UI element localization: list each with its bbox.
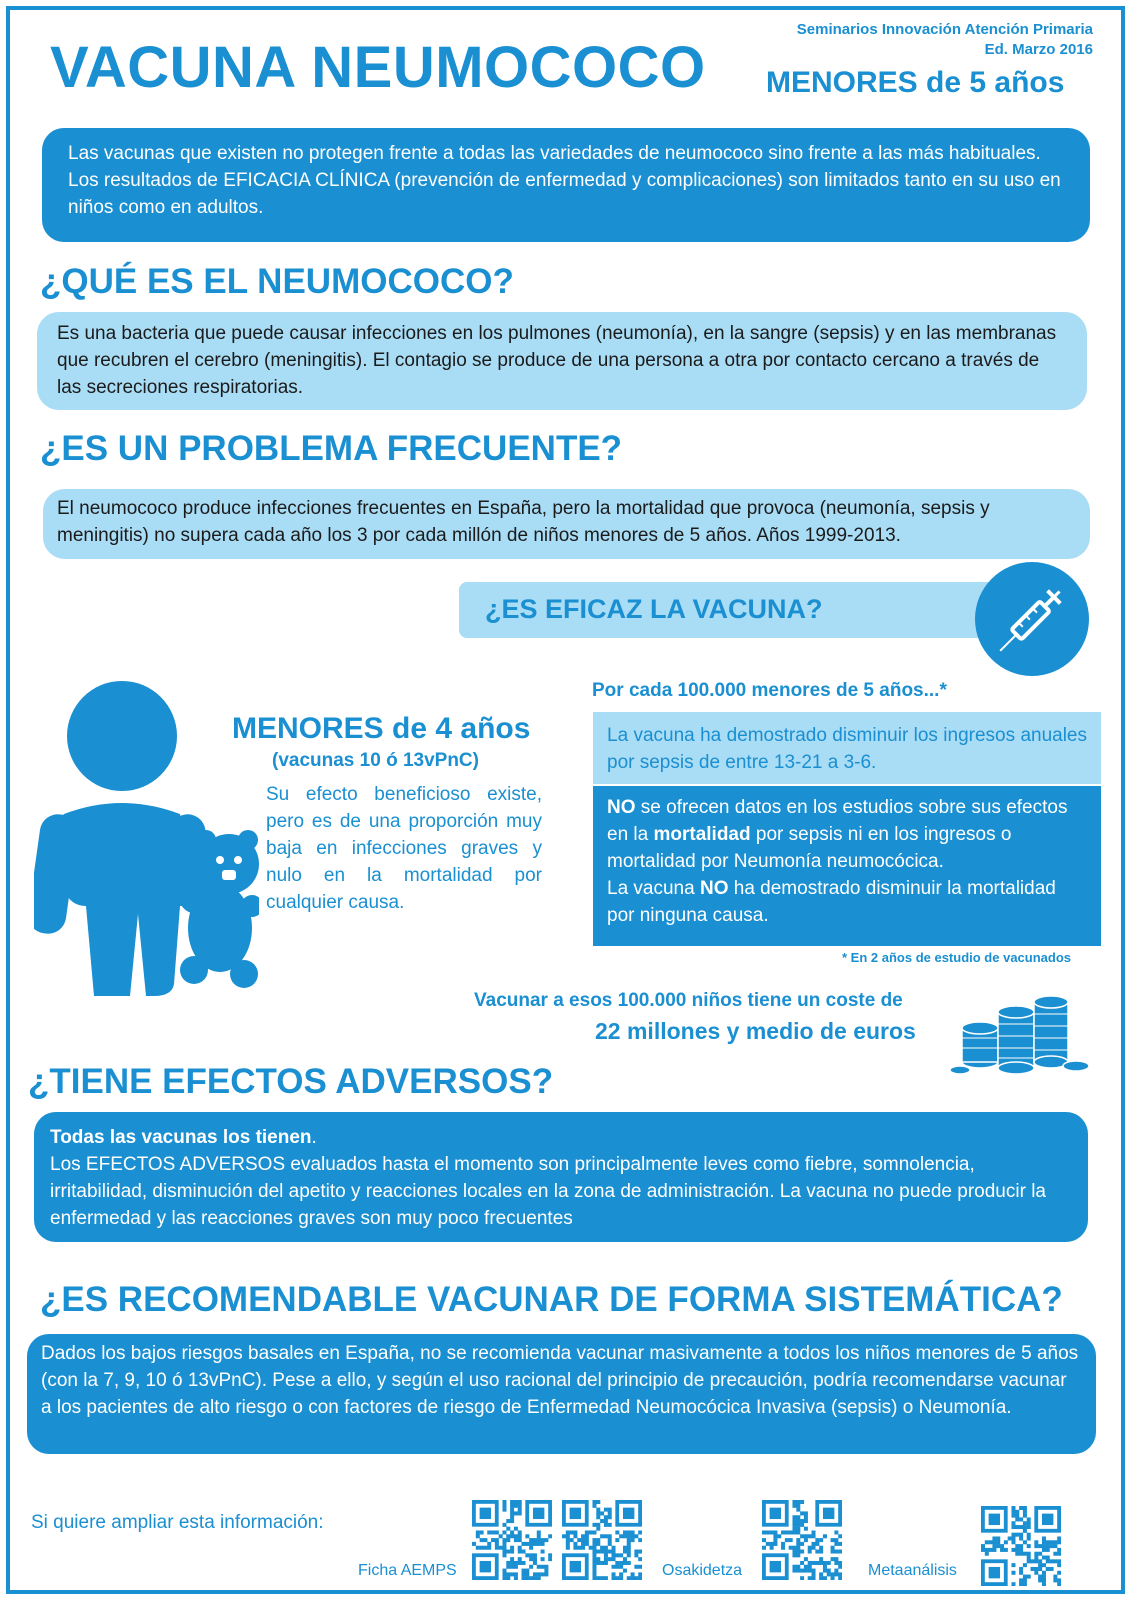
heading-problema: ¿ES UN PROBLEMA FRECUENTE? <box>40 429 623 468</box>
intro-text: Las vacunas que existen no protegen frente a todas las variedades de neumococo sino frente a las más habituales. Los resultados de EFICACIA CLÍNICA (prevención de enfermedad y complicaciones) son limitados tanto en su uso en niños como en adultos. <box>68 143 1061 218</box>
menores4-subtitle: (vacunas 10 ó 13vPnC) <box>272 750 479 771</box>
cost-line-2: 22 millones y medio de euros <box>595 1018 916 1044</box>
menores4-title: MENORES de 4 años <box>232 712 531 745</box>
heading-recomendable: ¿ES RECOMENDABLE VACUNAR DE FORMA SISTEMÁTICA? <box>40 1280 1063 1319</box>
mortalidad-emphasis: mortalidad <box>653 824 751 845</box>
seminar-line-2: Ed. Marzo 2016 <box>984 41 1093 58</box>
qr-label-metaanalisis[interactable]: Metaanálisis <box>868 1562 957 1579</box>
heading-eficaz: ¿ES EFICAZ LA VACUNA? <box>485 594 823 624</box>
qr-code-icon-3[interactable] <box>762 1500 842 1580</box>
que-es-box <box>37 312 1087 410</box>
child-with-teddy-icon <box>34 674 259 999</box>
mortality-text-2b: ha demostrado disminuir la mortalidad por ninguna causa. <box>607 878 1056 926</box>
mortality-text-1b: por sepsis ni en los ingresos o mortalidad por Neumonía neumocócica. <box>607 824 1012 872</box>
recomendable-box <box>27 1334 1096 1454</box>
mortality-text-1a: se ofrecen datos en los estudios sobre sus efectos en la <box>607 797 1068 845</box>
ampliar-info-label: Si quiere ampliar esta información: <box>31 1512 324 1533</box>
seminar-info <box>797 20 1093 60</box>
sepsis-result-box <box>593 712 1101 784</box>
intro-box <box>42 128 1090 242</box>
menores4-text: Su efecto beneficioso existe, pero es de una proporción muy baja en infecciones graves y nulo en la mortalidad por cualquier causa. <box>266 784 542 913</box>
adversos-box <box>34 1112 1088 1242</box>
por-cada-label: Por cada 100.000 menores de 5 años...* <box>592 680 947 701</box>
que-es-text: Es una bacteria que puede causar infecciones en los pulmones (neumonía), en la sangre (sepsis) y en las membranas que recubren el cerebro (meningitis). El contagio se produce de una persona a otra por contacto cercano a través de las secreciones respiratorias. <box>57 323 1057 398</box>
adversos-bold: Todas las vacunas los tienen <box>50 1127 312 1148</box>
recomendable-text: Dados los bajos riesgos basales en España, no se recomienda vacunar masivamente a todos los niños menores de 5 años (con la 7, 9, 10 ó 13vPnC). Pese a ello, y según el uso racional del principio de precaución, podría recomendarse vacunar a los pacientes de alto riesgo o con factores de riesgo de Enfermedad Neumocócica Invasiva (sepsis) o Neumonía. <box>41 1343 1079 1418</box>
adversos-text: Los EFECTOS ADVERSOS evaluados hasta el momento son principalmente leves como fiebre, somnolencia, irritabilidad, disminución del apetito y reacciones locales en la zona de administración. La vacuna no puede producir la enfermedad y las reacciones graves son muy poco frecuentes <box>50 1154 1046 1229</box>
sepsis-result-text: La vacuna ha demostrado disminuir los ingresos anuales por sepsis de entre 13-21 a 3-6. <box>607 725 1087 773</box>
adversos-bold-end: . <box>311 1127 317 1148</box>
study-footnote: * En 2 años de estudio de vacunados <box>842 950 1072 965</box>
heading-que-es: ¿QUÉ ES EL NEUMOCOCO? <box>40 262 514 301</box>
qr-code-icon-1[interactable] <box>472 1500 552 1580</box>
syringe-icon <box>975 562 1089 676</box>
adversos-lead <box>50 1124 1072 1151</box>
main-title: VACUNA NEUMOCOCO <box>50 35 706 100</box>
cost-line-1: Vacunar a esos 100.000 niños tiene un coste de <box>474 990 903 1011</box>
problema-text: El neumococo produce infecciones frecuentes en España, pero la mortalidad que provoca (neumonía, sepsis y meningitis) no supera cada año los 3 por cada millón de niños menores de 5 años. Años 1999-2013. <box>57 498 990 546</box>
age-group-title: MENORES de 5 años <box>766 66 1065 99</box>
problema-box <box>43 489 1090 559</box>
qr-code-icon-4[interactable] <box>981 1506 1061 1586</box>
mortality-paragraph-1 <box>607 794 1087 875</box>
mortality-paragraph-2 <box>607 875 1087 929</box>
coins-icon <box>950 982 1090 1078</box>
qr-code-icon-2[interactable] <box>562 1500 642 1580</box>
mortality-result-box <box>593 786 1101 946</box>
no-emphasis-2: NO <box>699 878 729 899</box>
heading-adversos: ¿TIENE EFECTOS ADVERSOS? <box>28 1062 554 1101</box>
seminar-line-1: Seminarios Innovación Atención Primaria <box>796 21 1093 38</box>
no-emphasis-1: NO <box>607 797 636 818</box>
qr-label-ficha-aemps[interactable]: Ficha AEMPS <box>358 1562 457 1579</box>
mortality-text-2a: La vacuna <box>607 878 700 899</box>
qr-label-osakidetza[interactable]: Osakidetza <box>662 1562 743 1579</box>
